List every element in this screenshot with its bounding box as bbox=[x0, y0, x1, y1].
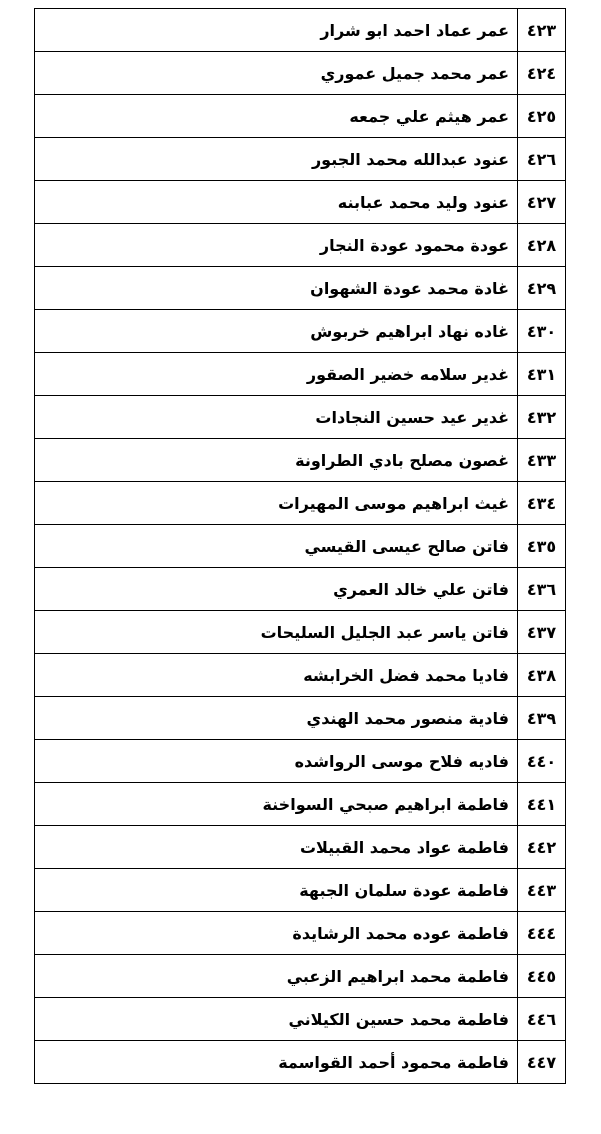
row-name: فاطمة عوده محمد الرشايدة bbox=[35, 912, 518, 955]
table-row bbox=[35, 654, 566, 697]
row-number: ٤٣١ bbox=[518, 353, 566, 396]
row-name: فاتن ياسر عبد الجليل السليحات bbox=[35, 611, 518, 654]
table-row bbox=[35, 783, 566, 826]
table-row bbox=[35, 697, 566, 740]
row-number: ٤٢٥ bbox=[518, 95, 566, 138]
row-number: ٤٢٧ bbox=[518, 181, 566, 224]
row-name: عمر عماد احمد ابو شرار bbox=[35, 9, 518, 52]
row-number: ٤٤٢ bbox=[518, 826, 566, 869]
table-row bbox=[35, 138, 566, 181]
row-name: عنود عبدالله محمد الجبور bbox=[35, 138, 518, 181]
row-name: غصون مصلح بادي الطراونة bbox=[35, 439, 518, 482]
row-name: فادية منصور محمد الهندي bbox=[35, 697, 518, 740]
table-row bbox=[35, 181, 566, 224]
row-name: فاتن علي خالد العمري bbox=[35, 568, 518, 611]
row-number: ٤٤٠ bbox=[518, 740, 566, 783]
table-row bbox=[35, 568, 566, 611]
row-number: ٤٤٦ bbox=[518, 998, 566, 1041]
row-number: ٤٤١ bbox=[518, 783, 566, 826]
row-name: عمر محمد جميل عموري bbox=[35, 52, 518, 95]
row-number: ٤٣٠ bbox=[518, 310, 566, 353]
table-row bbox=[35, 439, 566, 482]
table-row bbox=[35, 826, 566, 869]
row-number: ٤٣٨ bbox=[518, 654, 566, 697]
table-row bbox=[35, 396, 566, 439]
row-number: ٤٢٣ bbox=[518, 9, 566, 52]
row-number: ٤٣٢ bbox=[518, 396, 566, 439]
row-number: ٤٢٤ bbox=[518, 52, 566, 95]
table-row bbox=[35, 224, 566, 267]
row-number: ٤٣٥ bbox=[518, 525, 566, 568]
row-number: ٤٤٥ bbox=[518, 955, 566, 998]
names-table bbox=[34, 8, 566, 1084]
table-row bbox=[35, 482, 566, 525]
table-row bbox=[35, 52, 566, 95]
row-name: فاديا محمد فضل الخرابشه bbox=[35, 654, 518, 697]
table-row bbox=[35, 611, 566, 654]
table-row bbox=[35, 95, 566, 138]
row-name: فاطمة محمد حسين الكيلاني bbox=[35, 998, 518, 1041]
row-name: عودة محمود عودة النجار bbox=[35, 224, 518, 267]
row-number: ٤٤٧ bbox=[518, 1041, 566, 1084]
row-name: غيث ابراهيم موسى المهيرات bbox=[35, 482, 518, 525]
row-name: غدير عيد حسين النجادات bbox=[35, 396, 518, 439]
row-number: ٤٣٩ bbox=[518, 697, 566, 740]
table-row bbox=[35, 912, 566, 955]
table-row bbox=[35, 310, 566, 353]
row-number: ٤٢٨ bbox=[518, 224, 566, 267]
row-number: ٤٢٩ bbox=[518, 267, 566, 310]
table-row bbox=[35, 869, 566, 912]
table-row bbox=[35, 955, 566, 998]
table-row bbox=[35, 267, 566, 310]
row-name: فاطمة ابراهيم صبحي السواخنة bbox=[35, 783, 518, 826]
row-name: غادة محمد عودة الشهوان bbox=[35, 267, 518, 310]
names-table-body bbox=[35, 9, 566, 1084]
table-row bbox=[35, 740, 566, 783]
row-name: عمر هيثم علي جمعه bbox=[35, 95, 518, 138]
row-name: غاده نهاد ابراهيم خربوش bbox=[35, 310, 518, 353]
row-name: فاتن صالح عيسى القيسي bbox=[35, 525, 518, 568]
row-name: فاطمة محمد ابراهيم الزعبي bbox=[35, 955, 518, 998]
row-name: فاطمة محمود أحمد القواسمة bbox=[35, 1041, 518, 1084]
table-row bbox=[35, 998, 566, 1041]
table-row bbox=[35, 525, 566, 568]
row-number: ٤٣٤ bbox=[518, 482, 566, 525]
table-row bbox=[35, 1041, 566, 1084]
row-number: ٤٤٣ bbox=[518, 869, 566, 912]
row-name: فاطمة عواد محمد القبيلات bbox=[35, 826, 518, 869]
row-number: ٤٣٣ bbox=[518, 439, 566, 482]
row-name: فاطمة عودة سلمان الجبهة bbox=[35, 869, 518, 912]
row-number: ٤٣٧ bbox=[518, 611, 566, 654]
table-row bbox=[35, 353, 566, 396]
row-name: عنود وليد محمد عبابنه bbox=[35, 181, 518, 224]
row-name: غدير سلامه خضير الصقور bbox=[35, 353, 518, 396]
row-name: فاديه فلاح موسى الرواشده bbox=[35, 740, 518, 783]
row-number: ٤٢٦ bbox=[518, 138, 566, 181]
row-number: ٤٤٤ bbox=[518, 912, 566, 955]
table-row bbox=[35, 9, 566, 52]
row-number: ٤٣٦ bbox=[518, 568, 566, 611]
